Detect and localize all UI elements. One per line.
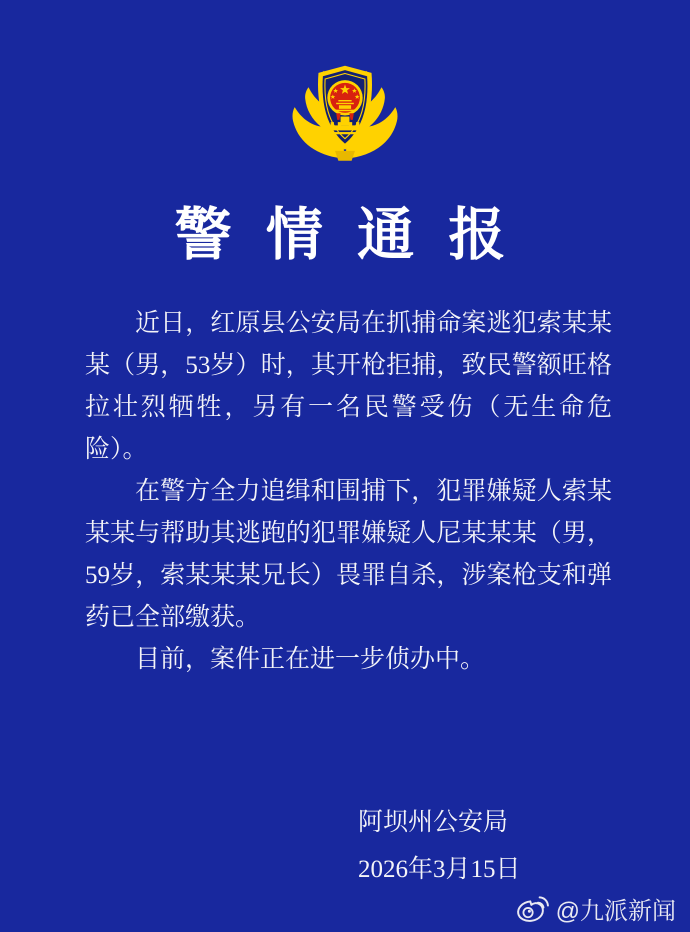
emblem-container [0, 0, 690, 163]
notice-paragraph-2: 在警方全力追缉和围捕下，犯罪嫌疑人索某某某与帮助其逃跑的犯罪嫌疑人尼某某某（男，59岁，索某某某兄长）畏罪自杀，涉案枪支和弹药已全部缴获。 [85, 478, 612, 631]
notice-title: 警 情 通 报 [174, 204, 516, 267]
notice-paragraph-3: 目前，案件正在进一步侦办中。 [135, 646, 486, 673]
watermark-label: @九派新闻 [555, 898, 676, 925]
issuing-authority: 阿坝州公安局 [358, 809, 509, 836]
notice-body [0, 303, 690, 681]
signature-block [358, 799, 690, 893]
china-police-emblem-icon [284, 58, 406, 163]
watermark [516, 891, 676, 926]
notice-date: 2026年3月15日 [358, 856, 521, 883]
notice-paragraph-1: 近日，红原县公安局在抓捕命案逃犯索某某某（男，53岁）时，其开枪拒捕，致民警额旺格拉壮烈牺牲，另有一名民警受伤（无生命危险）。 [85, 310, 612, 463]
weibo-icon [516, 895, 549, 923]
